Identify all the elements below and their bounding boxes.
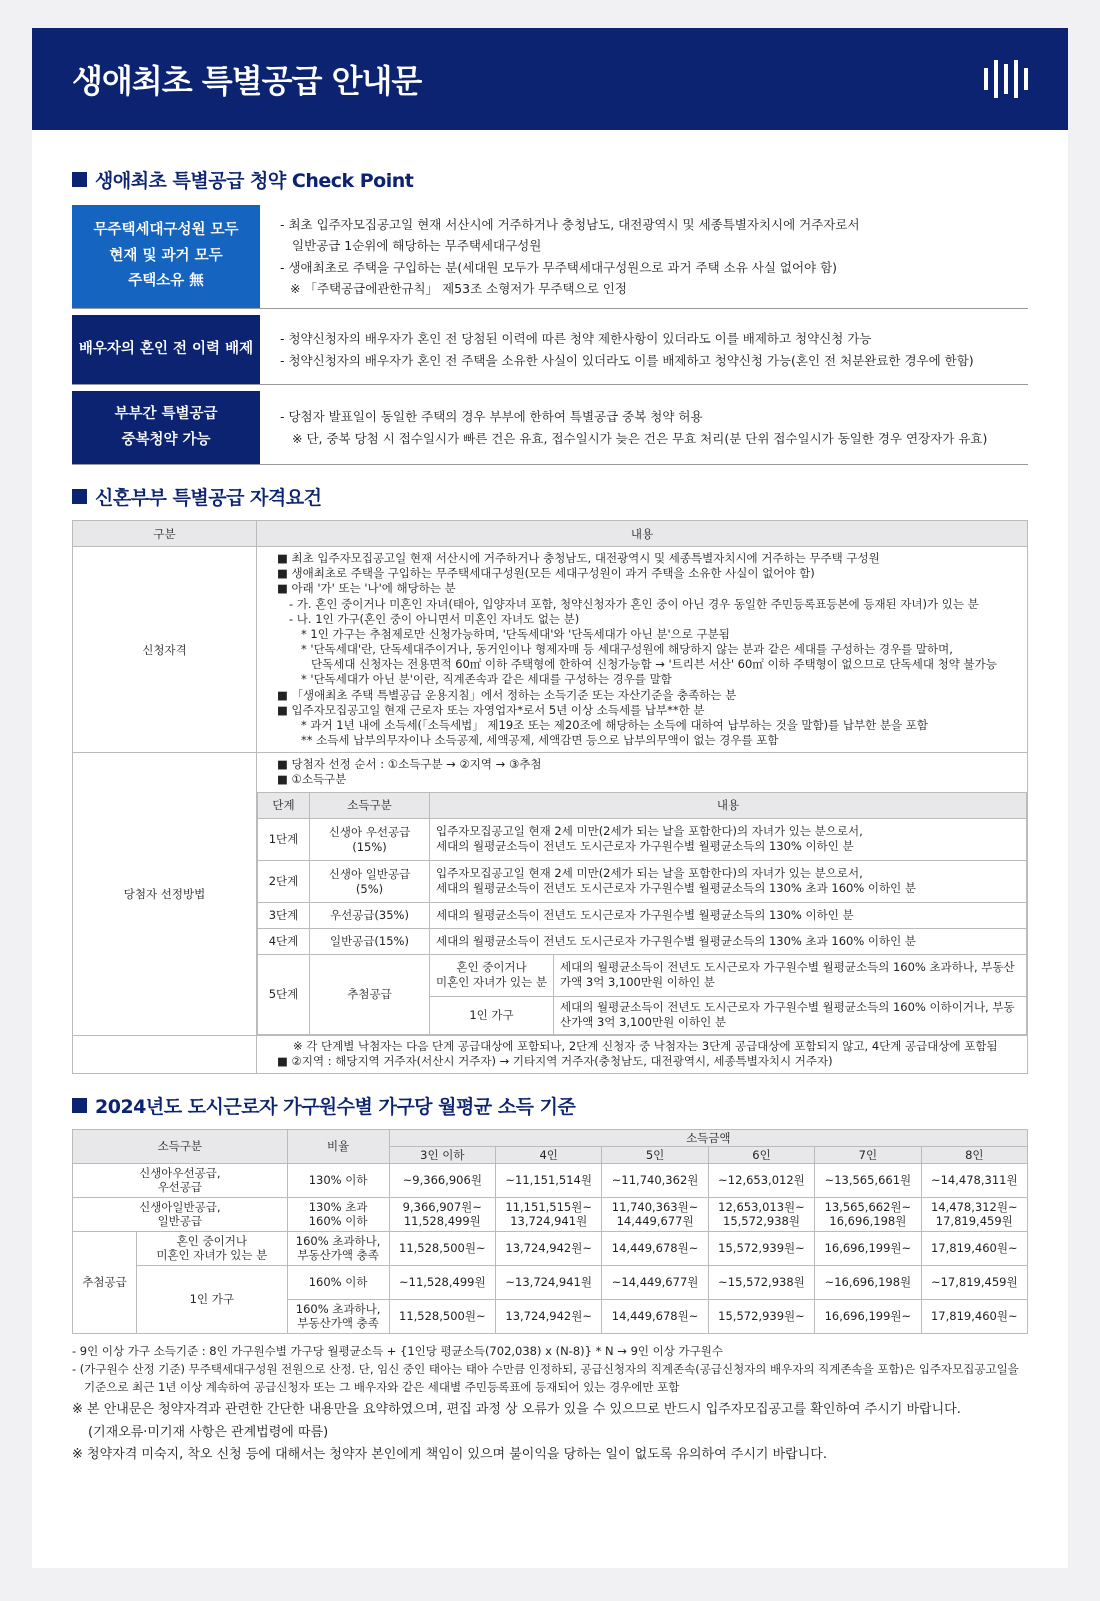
income-notes: - 9인 이상 가구 소득기준 : 8인 가구원수별 가구당 월평균소득 + {1인당 평균소득(702,038) x (N-8)} * N → 9인 이상 가구원수 - (가구원수 산정 기준) 무주택세대구성원 전원으로 산정. 단, 임신 중인 태아는 태아 수만큼 인정하되, 공급신청자의 직계존속(공급신청자의 배우자의 직계존속을 포함)은 입주자모집공고일을 기준으로 최근 1년 이상 계속하여 공급신청자 또는 그 배우자와 같은 세대별 주민등록표에 등재되어 있는 경우에만 포함	[72, 1343, 1019, 1395]
checkpoint-label: 배우자의 혼인 전 이력 배제	[72, 315, 260, 384]
row-label: 당첨자 선정방법	[73, 753, 257, 1035]
checkpoint-list	[72, 205, 1028, 465]
income-step-table	[257, 792, 1027, 1035]
column-header: 비율	[287, 1129, 389, 1163]
table-row: 3단계 우선공급(35%) 세대의 월평균소득이 전년도 도시근로자 가구원수별 월평균소득의 130% 이하인 분	[258, 902, 1027, 928]
income-table	[72, 1129, 1028, 1334]
checkpoint-content: - 최초 입주자모집공고일 현재 서산시에 거주하거나 충청남도, 대전광역시 및 세종특별자치시에 거주자로서 일반공급 1순위에 해당하는 무주택세대구성원 - 생애최초로 주택을 구입하는 분(세대원 모두가 무주택세대구성원으로 과거 주택 소유 사실 없어야 함) ※ 「주택공급에관한규칙」 제53조 소형저가 무주택으로 인정	[280, 217, 860, 296]
column-header: 8인	[921, 1146, 1027, 1163]
row-label: 신청자격	[73, 547, 257, 753]
table-row: 5단계 추첨공급 혼인 중이거나 미혼인 자녀가 있는 분 세대의 월평균소득이 전년도 도시근로자 가구원수별 월평균소득의 160% 초과하나, 부동산 가액 3억 3,100만원 이하인 분	[258, 954, 1027, 996]
section-bullet-icon	[72, 172, 87, 187]
checkpoint-row	[72, 205, 1028, 309]
checkpoint-row	[72, 391, 1028, 465]
table-row: 신생아우선공급, 우선공급 130% 이하 ~9,366,906원 ~11,151,514원 ~11,740,362원 ~12,653,012원 ~13,565,661원 ~14,478,311원	[73, 1163, 1028, 1197]
checkpoint-label: 무주택세대구성원 모두 현재 및 과거 모두 주택소유 無	[72, 205, 260, 308]
column-header: 소득구분	[310, 792, 430, 818]
section-title-newlywed: 신혼부부 특별공급 자격요건	[72, 483, 1028, 510]
checkpoint-content: - 당첨자 발표일이 동일한 주택의 경우 부부에 한하여 특별공급 중복 청약 허용 ※ 단, 중복 당첨 시 접수일시가 빠른 건은 유효, 접수일시가 늦은 건은 무효 처리(분 단위 접수일시가 동일한 경우 연장자가 유효)	[280, 409, 988, 446]
table-row	[73, 753, 1028, 1035]
brand-logo-icon	[984, 60, 1028, 98]
table-row: 160% 초과하나, 부동산가액 충족 11,528,500원~ 13,724,942원~ 14,449,678원~ 15,572,939원~ 16,696,199원~ 17,819,460원~	[73, 1299, 1028, 1333]
column-header: 6인	[708, 1146, 814, 1163]
newlywed-table	[72, 520, 1028, 1074]
section-bullet-icon	[72, 1098, 87, 1113]
column-header: 소득금액	[389, 1129, 1027, 1146]
table-row: 추첨공급 혼인 중이거나 미혼인 자녀가 있는 분 160% 초과하나, 부동산가액 충족 11,528,500원~ 13,724,942원~ 14,449,678원~ 15,572,939원~ 16,696,199원~ 17,819,460원~	[73, 1231, 1028, 1265]
column-header: 7인	[815, 1146, 921, 1163]
table-row: 1인 가구 세대의 월평균소득이 전년도 도시근로자 가구원수별 월평균소득의 160% 이하이거나, 부동 산가액 3억 3,100만원 이하인 분	[258, 996, 1027, 1034]
table-row	[73, 547, 1028, 753]
column-header: 단계	[258, 792, 310, 818]
checkpoint-content: - 청약신청자의 배우자가 혼인 전 당첨된 이력에 따른 청약 제한사항이 있더라도 이를 배제하고 청약신청 가능 - 청약신청자의 배우자가 혼인 전 주택을 소유한 사실이 있더라도 이를 배제하고 청약신청 가능(혼인 전 처분완료한 경우에 한함)	[280, 331, 974, 368]
table-row: 4단계 일반공급(15%) 세대의 월평균소득이 전년도 도시근로자 가구원수별 월평균소득의 130% 초과 160% 이하인 분	[258, 928, 1027, 954]
page-title: 생애최초 특별공급 안내문	[72, 62, 422, 100]
table-row	[73, 1035, 1028, 1073]
header-banner	[32, 28, 1068, 130]
section-title-income: 2024년도 도시근로자 가구원수별 가구당 월평균 소득 기준	[72, 1092, 1028, 1119]
notice-page	[32, 28, 1068, 1568]
column-header: 4인	[496, 1146, 602, 1163]
qualification-content: ■ 최초 입주자모집공고일 현재 서산시에 거주하거나 충청남도, 대전광역시 및 세종특별자치시에 거주하는 무주택 구성원 ■ 생애최초로 주택을 구입하는 무주택세대구성원(모든 세대구성원이 과거 주택을 소유한 사실이 없어야 함) ■ 아래 '가' 또는 '나'에 해당하는 분 - 가. 혼인 중이거나 미혼인 자녀(태아, 입양자녀 포함, 청약신청자가 혼인 중이 아닌 경우 동일한 주민등록표등본에 등재된 자녀)가 있는 분 - 나. 1인 가구(혼인 중이 아니면서 미혼인 자녀도 없는 분) * 1인 가구는 추첨제로만 신청가능하며, '단독세대'와 '단독세대가 아닌 분'으로 구분됨 * '단독세대'란, 단독세대주이거나, 동거인이나 형제자매 등 세대구성원에 해당하지 않는 분과 같은 세대를 구성하는 경우를 말하며, 단독세대 신청자는 전용면적 60㎡ 이하 주택형에 한하여 신청가능함 → '트리븐 서산' 60㎡ 이하 주택형이 없으므로 단독세대 청약 불가능 * '단독세대가 아닌 분'이란, 직계존속과 같은 세대를 구성하는 경우를 말함 ■ 「생애최초 주택 특별공급 운용지침」에서 정하는 소득기준 또는 자산기준을 충족하는 분 ■ 입주자모집공고일 현재 근로자 또는 자영업자*로서 5년 이상 소득세를 납부**한 분 * 과거 1년 내에 소득세(「소득세법」 제19조 또는 제20조에 해당하는 소득에 대하여 납부하는 것을 말함)를 납부한 분을 포함 ** 소득세 납부의무자이나 소득공제, 세액공제, 세액감면 등으로 납부의무액이 없는 경우를 포함	[257, 547, 1028, 753]
selection-footnote: ※ 각 단계별 낙첨자는 다음 단계 공급대상에 포함되나, 2단계 신청자 중 낙첨자는 3단계 공급대상에 포함되지 않고, 4단계 공급대상에 포함됨 ■ ②지역 : 해당지역 거주자(서산시 거주자) → 기타지역 거주자(충청남도, 대전광역시, 세종특별자치시 거주자)	[257, 1035, 1028, 1073]
selection-content: ■ 당첨자 선정 순서 : ①소득구분 → ②지역 → ③추첨 ■ ①소득구분 단계 소득구분 내용 1단계 신생아 우선공급(15%) 입주자모집공고일 현재 2세 미만(2세가 되는 날을 포함한다)의 자녀가 있는 분으로서, 세대의 월평균소득이 전년도 도시근로자 가구원수별 월평균소득의 130% 이하인 분 2단계 신생아 일반공급(5%) 입주자모집공고일 현재 2세 미만(2세가 되는 날을 포함한다)의 자녀가 있는 분으로서, 세대의 월평균소득이 전년도 도시근로자 가구원수별 월평균소득의 130% 초과 160% 이하인 분 3단계 우선공급(35%) 세대의 월평균소득이 전년도 도시근로자 가구원수별 월평균소득의 130% 이하인 분 4단계 일반공급(15%) 세대의 월평균소득이 전년도 도시근로자 가구원수별 월평균소득의 130% 초과 160% 이하인 분 5단계 추첨공급 혼인 중이거나 미혼인 자녀가 있는 분 세대의 월평균소득이 전년도 도시근로자 가구원수별 월평균소득의 160% 초과하나, 부동산 가액 3억 3,100만원 이하인 분 1인 가구 세대의 월평균소득이 전년도 도시근로자 가구원수별 월평균소득의 160% 이하이거나, 부동 산가액 3억 3,100만원 이하인 분	[257, 753, 1028, 1035]
table-row: 신생아일반공급, 일반공급 130% 초과 160% 이하 9,366,907원~ 11,528,499원 11,151,515원~ 13,724,941원 11,740,363원~ 14,449,677원 12,653,013원~ 15,572,938원 13,565,662원~ 16,696,198원 14,478,312원~ 17,819,459원	[73, 1197, 1028, 1231]
disclaimer: ※ 본 안내문은 청약자격과 관련한 간단한 내용만을 요약하였으며, 편집 과정 상 오류가 있을 수 있으므로 반드시 입주자모집공고를 확인하여 주시기 바랍니다. (기재오류·미기재 사항은 관계법령에 따름) ※ 청약자격 미숙지, 착오 신청 등에 대해서는 청약자 본인에게 책임이 있으며 불이익을 당하는 일이 없도록 유의하여 주시기 바랍니다.	[72, 1401, 961, 1463]
table-row: 1인 가구 160% 이하 ~11,528,499원 ~13,724,941원 ~14,449,677원 ~15,572,938원 ~16,696,198원 ~17,819,459원	[73, 1265, 1028, 1299]
column-header: 5인	[602, 1146, 708, 1163]
table-row: 2단계 신생아 일반공급(5%) 입주자모집공고일 현재 2세 미만(2세가 되는 날을 포함한다)의 자녀가 있는 분으로서, 세대의 월평균소득이 전년도 도시근로자 가구원수별 월평균소득의 130% 초과 160% 이하인 분	[258, 860, 1027, 902]
column-header: 내용	[257, 521, 1028, 547]
checkpoint-row	[72, 315, 1028, 385]
section-title-checkpoint: 생애최초 특별공급 청약 Check Point	[72, 166, 1028, 193]
column-header: 소득구분	[73, 1129, 288, 1163]
column-header: 3인 이하	[389, 1146, 495, 1163]
section-bullet-icon	[72, 489, 87, 504]
column-header: 구분	[73, 521, 257, 547]
table-row: 1단계 신생아 우선공급(15%) 입주자모집공고일 현재 2세 미만(2세가 되는 날을 포함한다)의 자녀가 있는 분으로서, 세대의 월평균소득이 전년도 도시근로자 가구원수별 월평균소득의 130% 이하인 분	[258, 818, 1027, 860]
checkpoint-label: 부부간 특별공급 중복청약 가능	[72, 391, 260, 464]
column-header: 내용	[430, 792, 1027, 818]
